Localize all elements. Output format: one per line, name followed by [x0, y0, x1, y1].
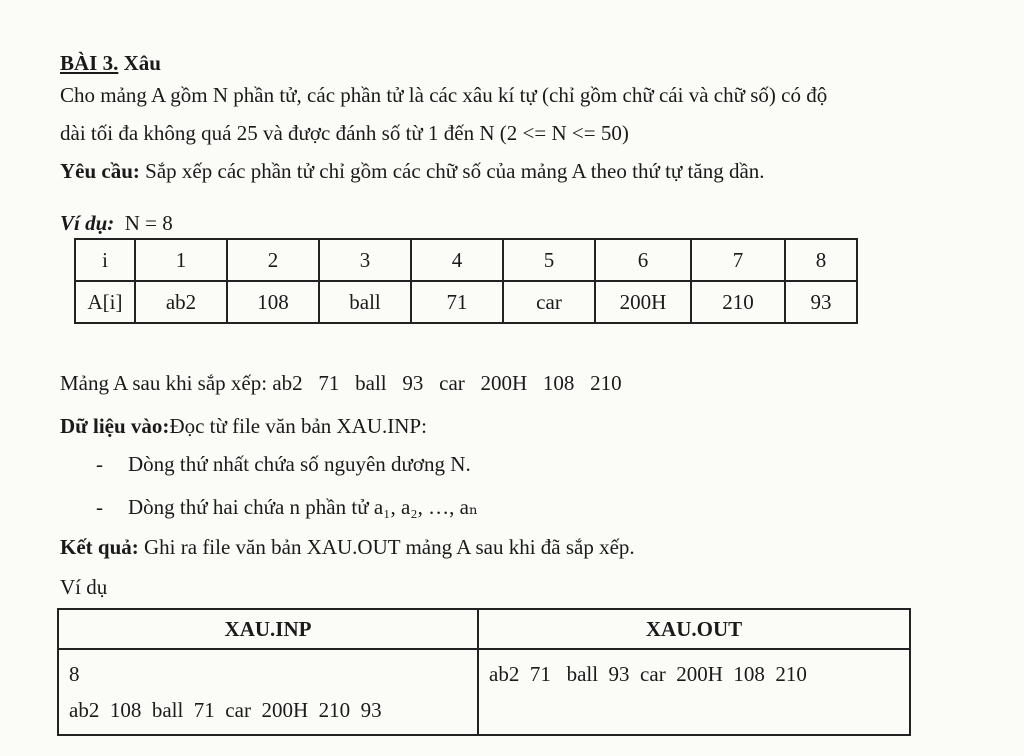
- result-text: Ghi ra file văn bản XAU.OUT mảng A sau khi đã sắp xếp.: [138, 535, 635, 559]
- index-cell: 6: [595, 239, 691, 281]
- index-cell: 1: [135, 239, 227, 281]
- input-bullet-2: [96, 496, 478, 519]
- value-cell: car: [503, 281, 595, 323]
- index-header: i: [75, 239, 135, 281]
- result-section: [60, 536, 635, 559]
- bullet-dash: -: [96, 452, 103, 476]
- value-cell: 210: [691, 281, 785, 323]
- io-output-cell: [478, 649, 910, 735]
- array-index-row: [75, 239, 857, 281]
- value-cell: ab2: [135, 281, 227, 323]
- input-section: [60, 415, 427, 438]
- example-2-label: Ví dụ: [60, 575, 108, 599]
- input-bullet-1: [96, 453, 471, 476]
- result-label: Kết quả:: [60, 535, 139, 559]
- exercise-title: [60, 52, 161, 75]
- index-cell: 2: [227, 239, 319, 281]
- io-input-line-1: 8: [69, 662, 80, 686]
- requirement: [60, 160, 765, 183]
- value-cell: ball: [319, 281, 411, 323]
- value-header: A[i]: [75, 281, 135, 323]
- value-cell: 108: [227, 281, 319, 323]
- description-line-2: dài tối đa không quá 25 và được đánh số từ 1 đến N (2 <= N <= 50): [60, 121, 629, 145]
- requirement-label: Yêu cầu:: [60, 159, 140, 183]
- array-value-row: [75, 281, 857, 323]
- io-input-header: XAU.INP: [58, 609, 478, 649]
- example-n: N = 8: [114, 211, 173, 235]
- input-label: Dữ liệu vào:: [60, 414, 170, 438]
- index-cell: 7: [691, 239, 785, 281]
- index-cell: 3: [319, 239, 411, 281]
- example-1: [60, 212, 173, 235]
- value-cell: 93: [785, 281, 857, 323]
- index-cell: 8: [785, 239, 857, 281]
- exercise-name: Xâu: [123, 51, 161, 75]
- io-input-line-2: ab2 108 ball 71 car 200H 210 93: [69, 698, 382, 722]
- index-cell: 5: [503, 239, 595, 281]
- io-table: [57, 608, 911, 736]
- io-body-row: [58, 649, 910, 735]
- io-output-line-1: ab2 71 ball 93 car 200H 108 210: [489, 662, 807, 686]
- example-label: Ví dụ:: [60, 211, 115, 235]
- description-line-1: Cho mảng A gồm N phần tử, các phần tử là các xâu kí tự (chỉ gồm chữ cái và chữ số) có độ: [60, 83, 828, 107]
- io-header-row: [58, 609, 910, 649]
- bullet-dash: -: [96, 495, 103, 519]
- index-cell: 4: [411, 239, 503, 281]
- exercise-number: BÀI 3.: [60, 51, 119, 75]
- after-sort-text: Mảng A sau khi sắp xếp: ab2 71 ball 93 car 200H 108 210: [60, 371, 622, 395]
- array-table: [74, 238, 858, 324]
- value-cell: 71: [411, 281, 503, 323]
- bullet-text: Dòng thứ hai chứa n phần tử a₁, a₂, …, aₙ: [128, 495, 479, 519]
- io-output-header: XAU.OUT: [478, 609, 910, 649]
- input-text: Đọc từ file văn bản XAU.INP:: [169, 414, 427, 438]
- io-input-cell: [58, 649, 478, 735]
- bullet-text: Dòng thứ nhất chứa số nguyên dương N.: [128, 452, 471, 476]
- value-cell: 200H: [595, 281, 691, 323]
- requirement-text: Sắp xếp các phần tử chỉ gồm các chữ số của mảng A theo thứ tự tăng dần.: [139, 159, 765, 183]
